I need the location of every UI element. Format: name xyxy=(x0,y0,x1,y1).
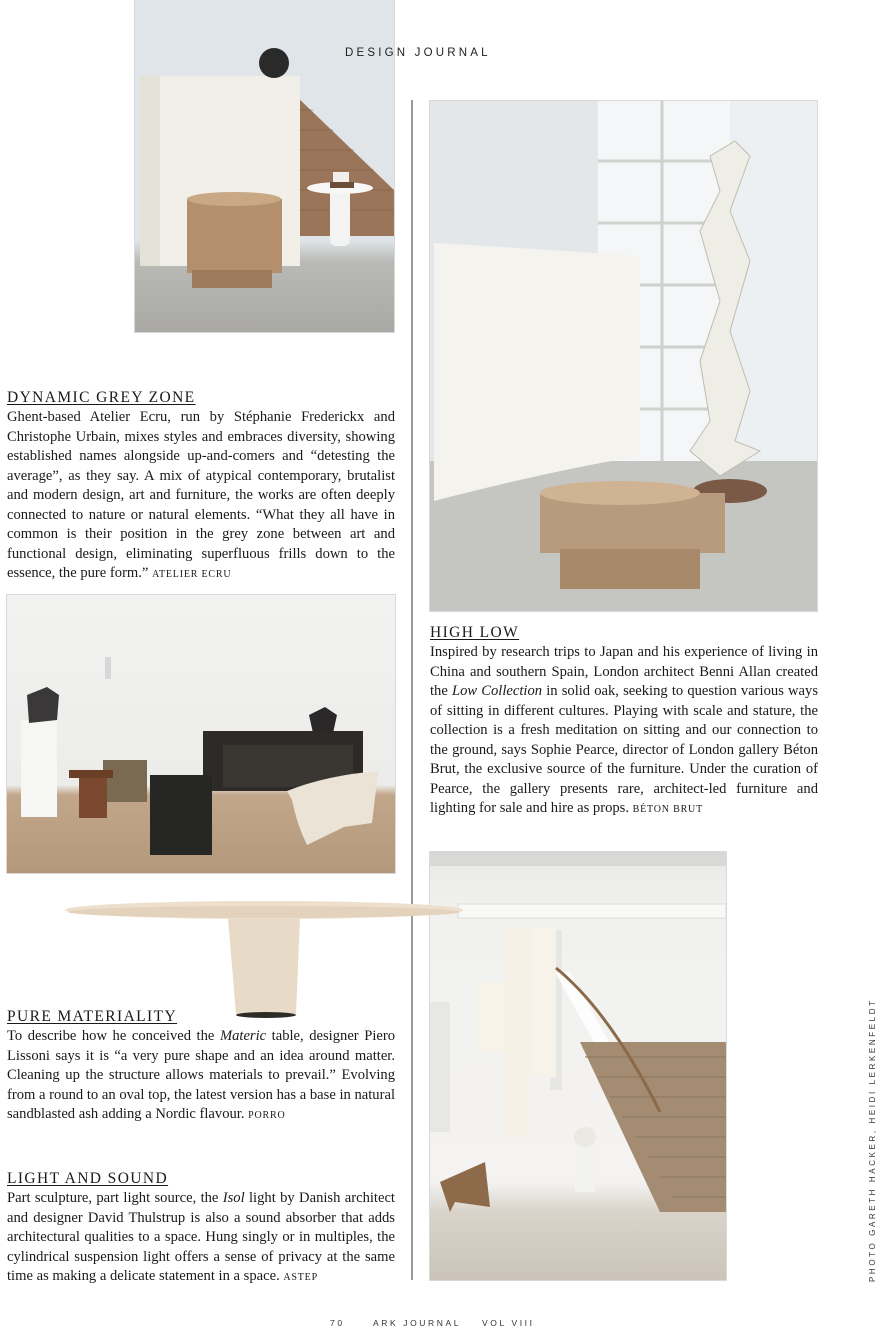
article-title-pure-materiality: PURE MATERIALITY xyxy=(7,1008,178,1025)
photo-staircase-isol-light xyxy=(430,852,726,1280)
article-text: Part sculpture, part light source, the xyxy=(7,1190,223,1206)
article-body-pure-materiality xyxy=(7,1027,395,1126)
gallery-scene-illustration xyxy=(7,595,395,873)
staircase-scene-illustration xyxy=(430,852,726,1280)
article-italic-title: Low Collection xyxy=(451,683,543,699)
publication-name: ARK JOURNAL xyxy=(373,1318,462,1328)
article-text: in solid oak, seeking to question various ways of sitting in different cultures. Playing with scale and stature, the collection is a fresh meditation on sitting and our connection to the ground, says Sophie Pearce, director of London gallery Béton Brut, the exclusive source of the furniture. Under the curation of Pearce, the gallery presents rare, architect-led furniture and lighting for sale and hire as props. xyxy=(430,683,819,816)
article-italic-title: Materic xyxy=(219,1028,267,1044)
article-title-high-low: HIGH LOW xyxy=(430,624,520,641)
article-title-light-and-sound: LIGHT AND SOUND xyxy=(7,1170,169,1187)
article-text: Inspired by research trips to Japan and his experience of living in China and southern Spain, London architect Benni Allan created the xyxy=(430,644,818,699)
article-text: table, designer Piero Lissoni says it is “a very pure shape and an idea around matter. Cleaning up the structure allows materials to prevail.” Evolving from a round to an oval top, the latest version has a base in natural sandblasted ash adding a Nordic flavour. xyxy=(7,1028,396,1122)
article-body-dynamic-grey-zone xyxy=(7,408,395,585)
column-divider xyxy=(411,100,413,1280)
article-credit: BÉTON BRUT xyxy=(632,804,703,815)
article-credit: ASTEP xyxy=(283,1272,318,1283)
photo-low-collection-chair xyxy=(430,101,817,611)
photo-gallery-interior xyxy=(7,595,395,873)
article-text: Ghent-based Atelier Ecru, run by Stéphanie Frederickx and Christophe Urbain, mixes styles and embraces diversity, showing established names alongside up-and-comers and “detesting the average”, as they say. A mix of atypical contemporary, brutalist and modern design, art and furniture, the works are often deeply connected to nature or natural elements. “What they all have in common is their position in the grey zone between art and functional design, eliminating superfluous frills down to the essence, the pure form.” xyxy=(7,409,395,581)
section-label: DESIGN JOURNAL xyxy=(345,47,491,59)
article-credit: ATELIER ECRU xyxy=(152,569,232,580)
article-body-high-low xyxy=(430,643,818,820)
article-text: To describe how he conceived the xyxy=(7,1028,220,1044)
page-number: 70 xyxy=(330,1318,345,1328)
article-text: light by Danish architect and designer David Thulstrup is also a sound absorber that adds architectural qualities to a space. Hung singly or in multiples, the cylindrical suspension light offers a sense of privacy at the same time as making a delicate statement in a space. xyxy=(7,1190,395,1284)
table-base xyxy=(228,918,300,1014)
article-credit: PORRO xyxy=(248,1110,286,1121)
article-body-light-and-sound xyxy=(7,1189,395,1288)
article-title-dynamic-grey-zone: DYNAMIC GREY ZONE xyxy=(7,389,196,406)
volume-label: VOL VIII xyxy=(482,1318,535,1328)
article-italic-title: Isol xyxy=(222,1190,245,1206)
low-chair-scene-illustration xyxy=(430,101,817,611)
photo-credit: PHOTO GARETH HACKER, HEIDI LERKENFELDT xyxy=(868,998,877,1282)
materic-table-illustration xyxy=(64,898,464,1020)
table-foot xyxy=(236,1012,296,1018)
